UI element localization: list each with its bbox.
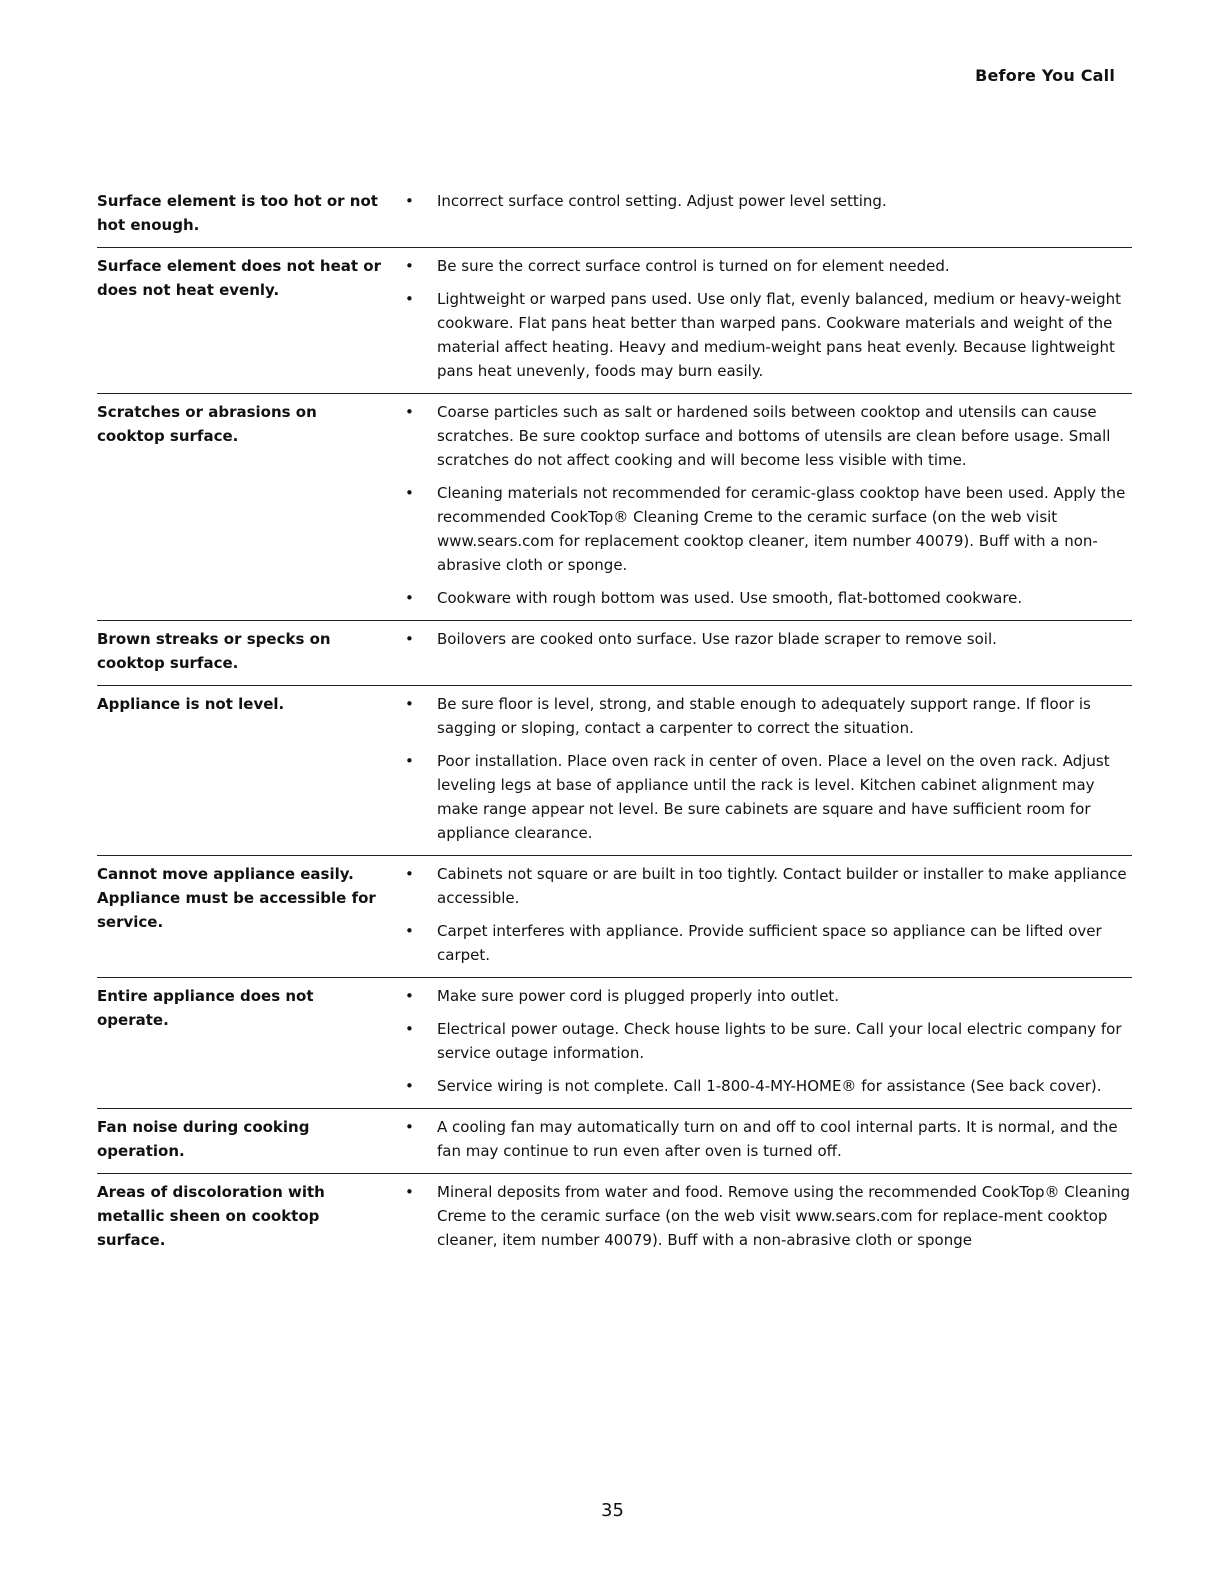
cause-text: Incorrect surface control setting. Adjust power level setting. [437, 192, 887, 210]
problem-label: Scratches or abrasions on cooktop surface. [97, 403, 317, 445]
table-row [97, 621, 1132, 686]
cause-list [395, 1115, 1132, 1163]
cause-text: Cabinets not square or are built in too tightly. Contact builder or installer to make appliance accessible. [437, 865, 1127, 907]
cause-list [395, 627, 1132, 675]
cause-item [395, 189, 1132, 213]
cause-item [395, 984, 1132, 1008]
table-row [97, 1174, 1132, 1262]
bullet-icon: • [405, 290, 414, 308]
bullet-icon: • [405, 1183, 414, 1201]
bullet-icon: • [405, 403, 414, 421]
cause-list [395, 254, 1132, 383]
problem-label: Areas of discoloration with metallic sheen on cooktop surface. [97, 1183, 325, 1249]
cause-list [395, 400, 1132, 610]
table-row [97, 1109, 1132, 1174]
cause-item [395, 862, 1132, 910]
cause-item [395, 749, 1132, 845]
bullet-icon: • [405, 865, 414, 883]
cause-item [395, 287, 1132, 383]
cause-text: Service wiring is not complete. Call 1-800-4-MY-HOME® for assistance (See back cover). [437, 1077, 1102, 1095]
cause-item [395, 1017, 1132, 1065]
cause-text: Lightweight or warped pans used. Use only flat, evenly balanced, medium or heavy-weight cookware. Flat pans heat better than warped pans. Cookware materials and weight of the material affect heating. Heavy and medium-weight pans heat evenly. Because lightweight pans heat unevenly, foods may burn easily. [437, 290, 1122, 380]
cause-item [395, 627, 1132, 651]
cause-text: Boilovers are cooked onto surface. Use razor blade scraper to remove soil. [437, 630, 997, 648]
cause-list [395, 1180, 1132, 1252]
table-row [97, 394, 1132, 621]
problem-label: Surface element does not heat or does not heat evenly. [97, 257, 381, 299]
cause-list [395, 984, 1132, 1098]
cause-text: A cooling fan may automatically turn on and off to cool internal parts. It is normal, and the fan may continue to run even after oven is turned off. [437, 1118, 1118, 1160]
cause-item [395, 1074, 1132, 1098]
bullet-icon: • [405, 257, 414, 275]
cause-list [395, 189, 1132, 237]
cause-item [395, 254, 1132, 278]
cause-item [395, 1115, 1132, 1163]
problem-label: Brown streaks or specks on cooktop surface. [97, 630, 331, 672]
bullet-icon: • [405, 192, 414, 210]
problem-label: Surface element is too hot or not hot enough. [97, 192, 378, 234]
bullet-icon: • [405, 1077, 414, 1095]
bullet-icon: • [405, 922, 414, 940]
cause-item [395, 481, 1132, 577]
cause-item [395, 400, 1132, 472]
page-header-title: Before You Call [975, 66, 1115, 85]
bullet-icon: • [405, 630, 414, 648]
cause-list [395, 862, 1132, 967]
table-row [97, 686, 1132, 856]
cause-text: Be sure the correct surface control is turned on for element needed. [437, 257, 950, 275]
cause-item [395, 692, 1132, 740]
cause-list [395, 692, 1132, 845]
cause-text: Make sure power cord is plugged properly into outlet. [437, 987, 840, 1005]
table-row [97, 856, 1132, 978]
page-number: 35 [601, 1500, 624, 1521]
bullet-icon: • [405, 1020, 414, 1038]
cause-text: Coarse particles such as salt or hardened soils between cooktop and utensils can cause scratches. Be sure cooktop surface and bottoms of utensils are clean before usage. Small scratches do not affect cooking and will become less visible with time. [437, 403, 1111, 469]
troubleshooting-table [97, 183, 1132, 1262]
cause-item [395, 1180, 1132, 1252]
bullet-icon: • [405, 695, 414, 713]
bullet-icon: • [405, 1118, 414, 1136]
cause-text: Electrical power outage. Check house lights to be sure. Call your local electric company for service outage information. [437, 1020, 1122, 1062]
cause-text: Cleaning materials not recommended for ceramic-glass cooktop have been used. Apply the recommended CookTop® Cleaning Creme to the ceramic surface (on the web visit www.sears.com for replacement cooktop cleaner, item number 40079). Buff with a non-abrasive cloth or sponge. [437, 484, 1126, 574]
cause-text: Carpet interferes with appliance. Provide sufficient space so appliance can be lifted over carpet. [437, 922, 1102, 964]
cause-item [395, 919, 1132, 967]
problem-label: Appliance is not level. [97, 695, 285, 713]
table-row [97, 183, 1132, 248]
table-row [97, 248, 1132, 394]
cause-text: Poor installation. Place oven rack in center of oven. Place a level on the oven rack. Adjust leveling legs at base of appliance until the rack is level. Kitchen cabinet alignment may make range appear not level. Be sure cabinets are square and have sufficient room for appliance clearance. [437, 752, 1110, 842]
problem-label: Entire appliance does not operate. [97, 987, 314, 1029]
bullet-icon: • [405, 589, 414, 607]
bullet-icon: • [405, 987, 414, 1005]
cause-text: Cookware with rough bottom was used. Use smooth, flat-bottomed cookware. [437, 589, 1023, 607]
cause-text: Mineral deposits from water and food. Remove using the recommended CookTop® Cleaning Creme to the ceramic surface (on the web visit www.sears.com for replace-ment cooktop cleaner, item number 40079). Buff with a non-abrasive cloth or sponge [437, 1183, 1131, 1249]
table-row [97, 978, 1132, 1109]
cause-item [395, 586, 1132, 610]
cause-text: Be sure floor is level, strong, and stable enough to adequately support range. If floor is sagging or sloping, contact a carpenter to correct the situation. [437, 695, 1091, 737]
bullet-icon: • [405, 752, 414, 770]
problem-label: Cannot move appliance easily. Appliance must be accessible for service. [97, 865, 376, 931]
bullet-icon: • [405, 484, 414, 502]
problem-label: Fan noise during cooking operation. [97, 1118, 310, 1160]
